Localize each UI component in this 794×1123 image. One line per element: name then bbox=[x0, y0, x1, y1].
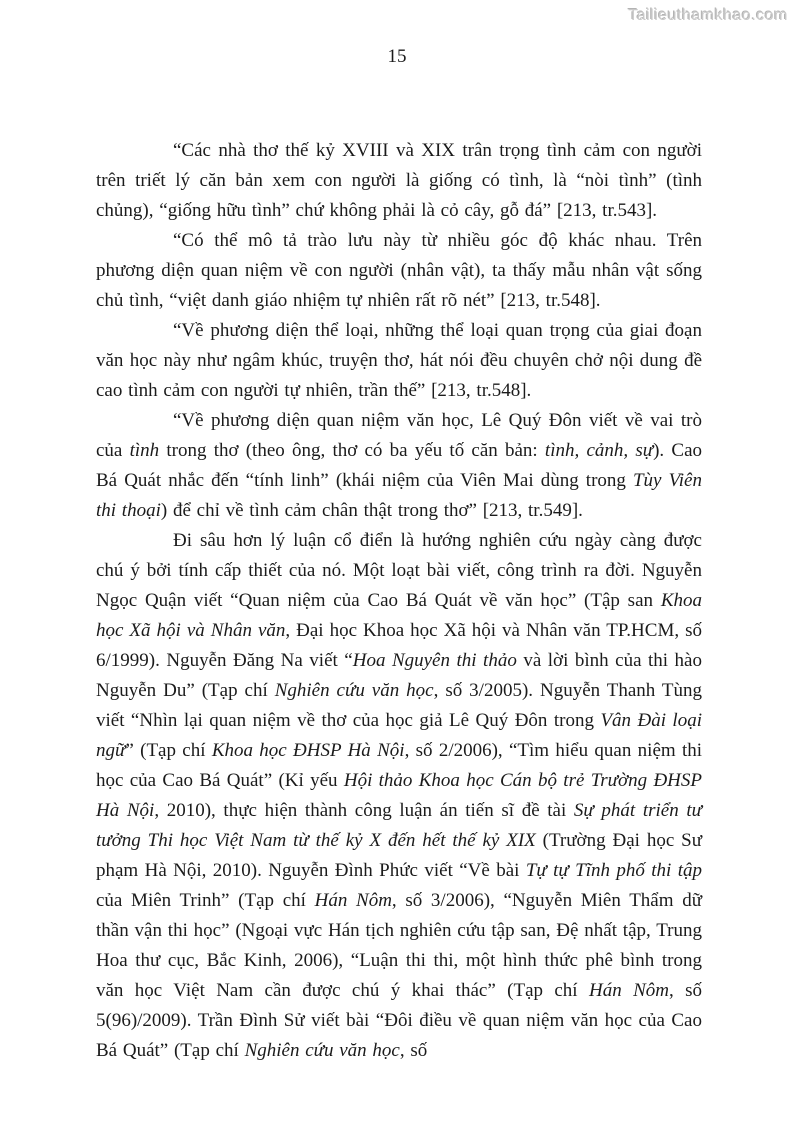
text-run: và lời bình của thi hào Nguyễn Du” (Tạp chí bbox=[96, 650, 702, 701]
page-number: 15 bbox=[387, 46, 407, 67]
text-run: của Miên Trinh” (Tạp chí bbox=[96, 890, 315, 911]
text-run: “Các nhà thơ thế kỷ XVIII và XIX trân trọng tình cảm con người trên triết lý căn bản xem con người là giống có tình, là “nòi tình” (tình chủng), “giống hữu tình” chứ không phải là cỏ cây, gỗ đá” [213, tr.543]. bbox=[96, 140, 702, 221]
italic-text-run: Hoa Nguyên thi thảo bbox=[352, 650, 517, 671]
text-run: , số 3/2006), “Nguyễn Miên Thẩm dữ thần vận thi học” (Ngoại vực Hán tịch nghiên cứu tập san, Đệ nhất tập, Trung Hoa thư cục, Bắc Kinh, 2006), “Luận thi thi, một hình thức phê bình trong văn học Việt Nam cần được chú ý khai thác” (Tạp chí bbox=[96, 890, 702, 1001]
italic-text-run: Nghiên cứu văn học bbox=[244, 1040, 400, 1061]
text-run: ) để chỉ về tình cảm chân thật trong thơ” [213, tr.549]. bbox=[160, 500, 583, 521]
text-run: , số 3/2005). Nguyễn Thanh Tùng viết “Nhìn lại quan niệm về thơ của học giả Lê Quý Đôn trong bbox=[96, 680, 702, 731]
italic-text-run: Nghiên cứu văn học bbox=[274, 680, 434, 701]
text-run: (Trường Đại học Sư phạm Hà Nội, 2010). Nguyễn Đình Phức viết “Về bài bbox=[96, 830, 703, 881]
paragraph bbox=[96, 136, 702, 226]
text-run: , Đại học Khoa học Xã hội và Nhân văn TP.HCM, số 6/1999). Nguyễn Đăng Na viết “ bbox=[96, 620, 702, 671]
document-body bbox=[96, 136, 702, 1066]
text-run: , số 5(96)/2009). Trần Đình Sử viết bài “Đôi điều về quan niệm văn học của Cao Bá Quát” (Tạp chí bbox=[96, 980, 702, 1061]
text-run: “Có thể mô tả trào lưu này từ nhiều góc độ khác nhau. Trên phương diện quan niệm về con người (nhân vật), ta thấy mẫu nhân vật sống chủ tình, “việt danh giáo nhiệm tự nhiên rất rõ nét” [213, tr.548]. bbox=[96, 230, 702, 311]
italic-text-run: Sự phát triển tư tưởng Thi học Việt Nam từ thế kỷ X đến hết thế kỷ XIX bbox=[96, 800, 702, 851]
paragraph bbox=[96, 226, 702, 316]
text-run: , số bbox=[399, 1040, 428, 1061]
italic-text-run: Vân Đài loại ngữ bbox=[96, 710, 702, 761]
text-run: Đi sâu hơn lý luận cổ điển là hướng nghiên cứu ngày càng được chú ý bởi tính cấp thiết của nó. Một loạt bài viết, công trình ra đời. Nguyễn Ngọc Quận viết “Quan niệm của Cao Bá Quát về văn học” (Tập san bbox=[96, 530, 702, 611]
paragraph bbox=[96, 406, 702, 526]
paragraph bbox=[96, 316, 702, 406]
text-run: , 2010), thực hiện thành công luận án tiến sĩ đề tài bbox=[154, 800, 574, 821]
text-run: trong thơ (theo ông, thơ có ba yếu tố căn bản: bbox=[159, 440, 545, 461]
text-run: ). Cao Bá Quát nhắc đến “tính linh” (khái niệm của Viên Mai dùng trong bbox=[96, 440, 703, 491]
watermark: Tailieuthamkhao.com bbox=[628, 7, 788, 24]
paragraph bbox=[96, 526, 702, 1066]
italic-text-run: tình, cảnh, sự bbox=[544, 440, 654, 461]
italic-text-run: tình bbox=[129, 440, 160, 461]
text-run: ” (Tạp chí bbox=[125, 740, 212, 761]
italic-text-run: Tùy Viên thi thoại bbox=[96, 470, 702, 521]
italic-text-run: Hội thảo Khoa học Cán bộ trẻ Trường ĐHSP Hà Nội bbox=[96, 770, 702, 821]
text-run: “Về phương diện quan niệm văn học, Lê Quý Đôn viết về vai trò của bbox=[96, 410, 702, 461]
italic-text-run: Khoa học ĐHSP Hà Nội bbox=[211, 740, 405, 761]
italic-text-run: Khoa học Xã hội và Nhân văn bbox=[96, 590, 702, 641]
text-run: “Về phương diện thể loại, những thể loại quan trọng của giai đoạn văn học này như ngâm khúc, truyện thơ, hát nói đều chuyên chở nội dung đề cao tình cảm con người tự nhiên, trần thế” [213, tr.548]. bbox=[96, 320, 702, 401]
italic-text-run: Hán Nôm bbox=[314, 890, 392, 911]
italic-text-run: Tự tự Tĩnh phố thi tập bbox=[525, 860, 702, 881]
italic-text-run: Hán Nôm bbox=[588, 980, 669, 1001]
text-run: , số 2/2006), “Tìm hiểu quan niệm thi học của Cao Bá Quát” (Kỉ yếu bbox=[96, 740, 703, 791]
